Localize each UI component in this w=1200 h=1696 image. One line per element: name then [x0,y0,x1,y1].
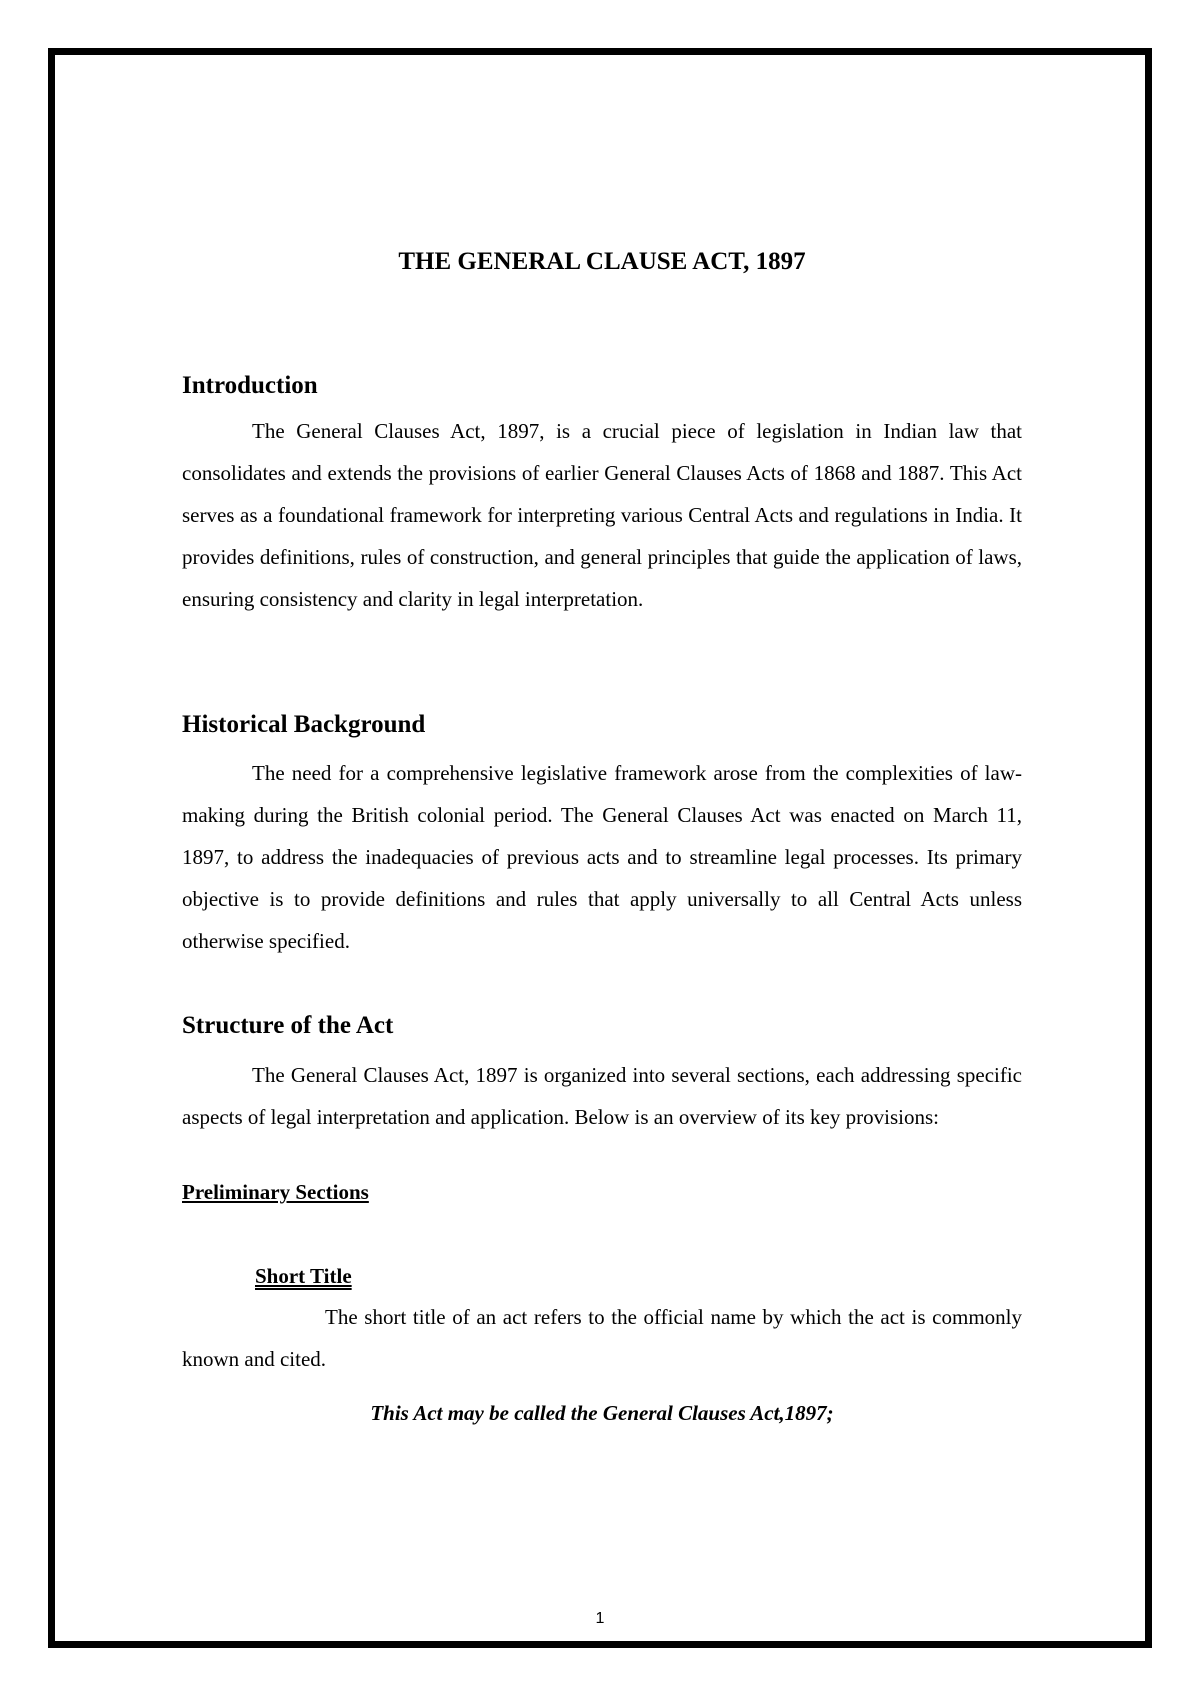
heading-introduction: Introduction [182,372,318,399]
paragraph-short-title: The short title of an act refers to the official name by which the act is commonly known and cited. [182,1305,1022,1371]
heading-historical-background: Historical Background [182,711,426,738]
quote-short-title: This Act may be called the General Clauses Act,1897; [370,1401,834,1425]
document-title: THE GENERAL CLAUSE ACT, 1897 [398,248,806,275]
paragraph-introduction: The General Clauses Act, 1897, is a crucial piece of legislation in Indian law that consolidates and extends the provisions of earlier General Clauses Acts of 1868 and 1887. This Act serves as a foundational framework for interpreting various Central Acts and regulations in India. It provides definitions, rules of construction, and general principles that guide the application of laws, ensuring consistency and clarity in legal interpretation. [182,419,1022,611]
paragraph-historical-background: The need for a comprehensive legislative framework arose from the complexities of law-making during the British colonial period. The General Clauses Act was enacted on March 11, 1897, to address the inadequacies of previous acts and to streamline legal processes. Its primary objective is to provide definitions and rules that apply universally to all Central Acts unless otherwise specified. [182,761,1022,953]
page-number: 1 [595,1610,605,1627]
heading-structure-of-the-act: Structure of the Act [182,1012,394,1039]
subheading-preliminary-sections: Preliminary Sections [182,1180,369,1204]
subheading-short-title: Short Title [255,1264,352,1288]
paragraph-structure-of-the-act: The General Clauses Act, 1897 is organized into several sections, each addressing specific aspects of legal interpretation and application. Below is an overview of its key provisions: [182,1063,1022,1129]
